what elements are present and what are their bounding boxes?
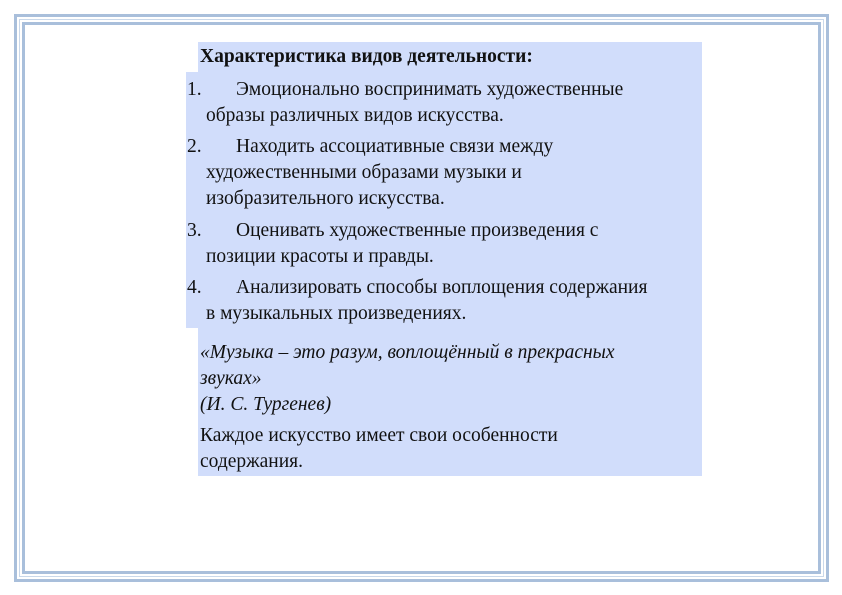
list-item-line: в музыкальных произведениях. [206,303,467,324]
list-item-number: 4. [187,277,202,298]
list-item-line: Эмоционально воспринимать художественные [236,79,624,100]
list-item-line: художественными образами музыки и [206,162,522,183]
quote-line: «Музыка – это разум, воплощённый в прекрасных [200,342,615,363]
list-item-line: образы различных видов искусства. [206,105,504,126]
closing-line: содержания. [200,451,304,472]
list-item-number: 1. [187,79,202,100]
quote-line: звуках» [200,368,262,389]
list-item-line: позиции красоты и правды. [206,246,434,267]
list-item-line: изобразительного искусства. [206,188,445,209]
section-heading: Характеристика видов деятельности: [200,46,533,67]
list-item-number: 3. [187,220,202,241]
list-item-line: Анализировать способы воплощения содержания [236,277,648,298]
list-item-number: 2. [187,136,202,157]
list-item-line: Оценивать художественные произведения с [236,220,599,241]
list-item-line: Находить ассоциативные связи между [236,136,554,157]
quote-author: (И. С. Тургенев) [200,394,332,415]
closing-line: Каждое искусство имеет свои особенности [200,425,558,446]
